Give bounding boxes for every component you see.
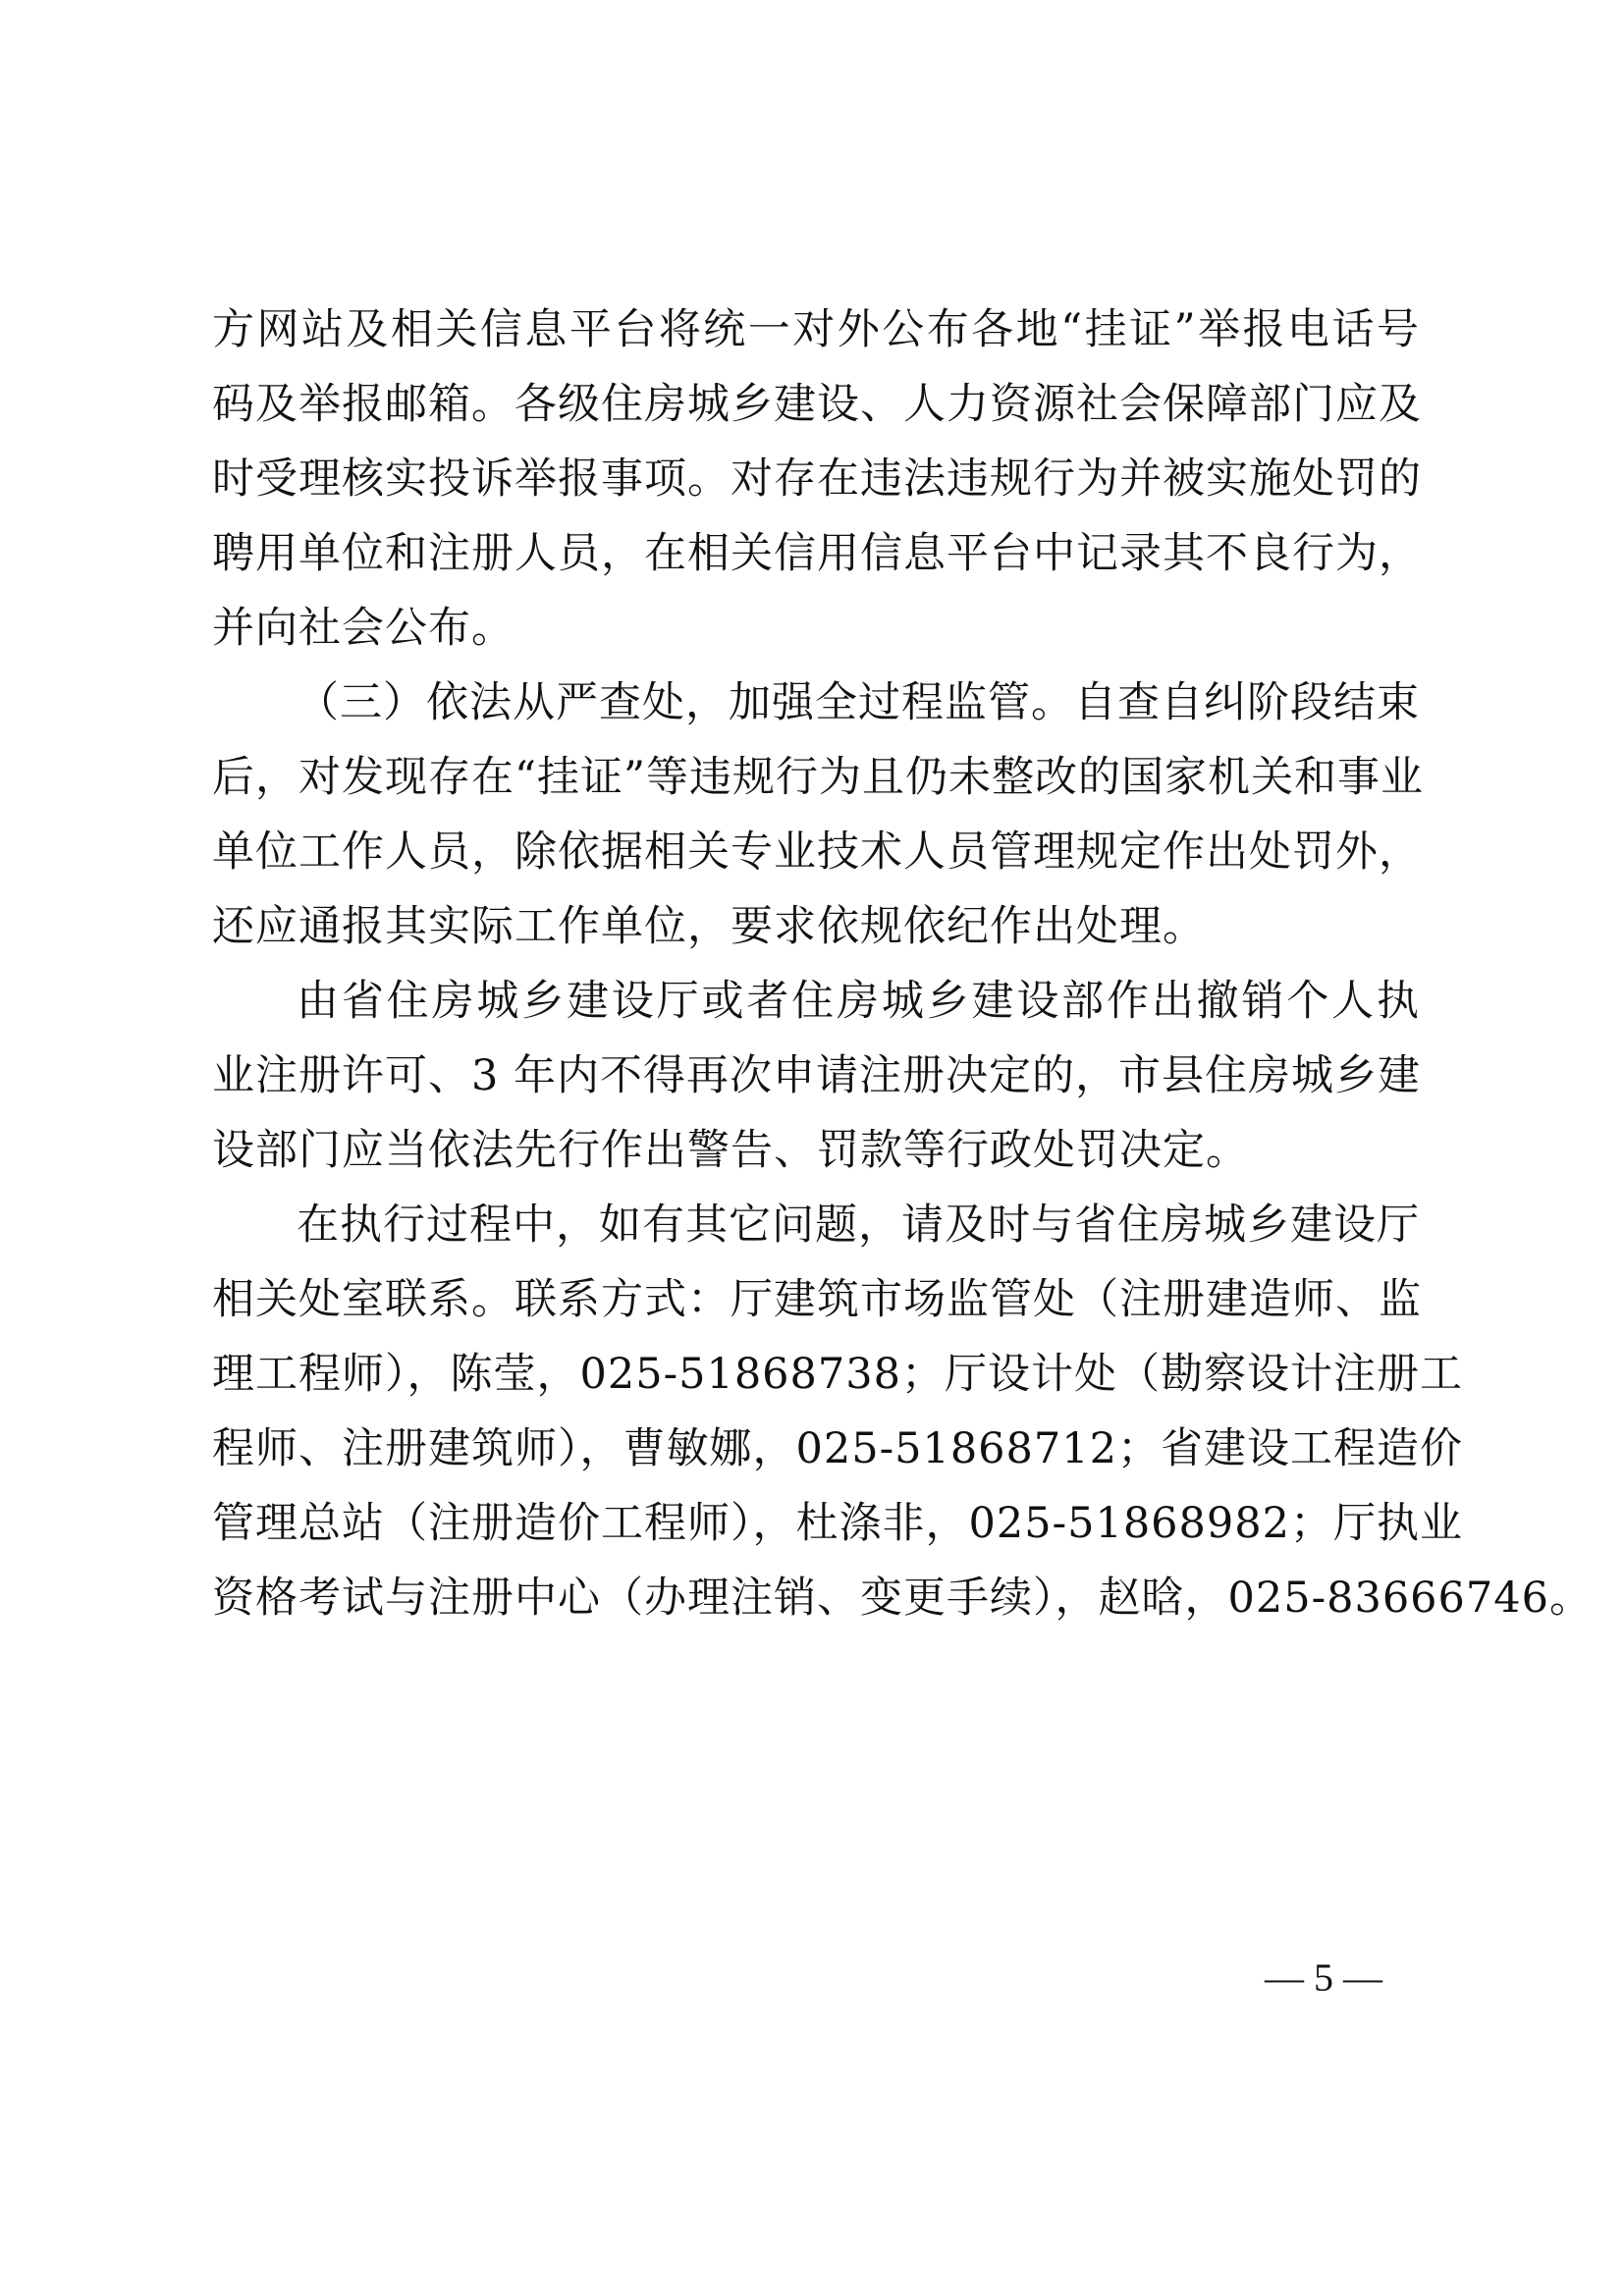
text-line: 方网站及相关信息平台将统一对外公布各地“挂证”举报电话号 — [212, 305, 1420, 354]
text-line: 还应通报其实际工作单位，要求依规依纪作出处理。 — [212, 902, 1206, 951]
text-line: 并向社会公布。 — [212, 604, 514, 653]
text-line: 管理总站（注册造价工程师），杜涤非，025-51868982；厅执业 — [212, 1499, 1463, 1548]
text-line: 相关处室联系。联系方式：厅建筑市场监管处（注册建造师、监 — [212, 1275, 1422, 1324]
text-line: 时受理核实投诉举报事项。对存在违法违规行为并被实施处罚的 — [212, 454, 1422, 504]
text-line: 码及举报邮箱。各级住房城乡建设、人力资源社会保障部门应及 — [212, 380, 1422, 429]
text-line: 聘用单位和注册人员，在相关信用信息平台中记录其不良行为， — [212, 529, 1422, 578]
body-text — [212, 293, 1593, 1635]
text-line: （三）依法从严查处，加强全过程监管。自查自纠阶段结束 — [297, 678, 1420, 727]
page-number: — 5 — — [1265, 1955, 1382, 2000]
text-line: 设部门应当依法先行作出警告、罚款等行政处罚决定。 — [212, 1126, 1249, 1175]
text-line: 单位工作人员，除依据相关专业技术人员管理规定作出处罚外， — [212, 828, 1422, 877]
text-line: 程师、注册建筑师），曹敏娜，025-51868712；省建设工程造价 — [212, 1424, 1463, 1473]
text-line: 由省住房城乡建设厅或者住房城乡建设部作出撤销个人执 — [297, 977, 1420, 1026]
text-line: 后，对发现存在“挂证”等违规行为且仍未整改的国家机关和事业 — [212, 753, 1424, 802]
text-line: 业注册许可、3 年内不得再次申请注册决定的，市县住房城乡建 — [212, 1051, 1422, 1100]
text-line: 资格考试与注册中心（办理注销、变更手续），赵晗，025-83666746。 — [212, 1574, 1593, 1623]
text-line: 在执行过程中，如有其它问题，请及时与省住房城乡建设厅 — [297, 1201, 1420, 1250]
text-line: 理工程师），陈莹，025-51868738；厅设计处（勘察设计注册工 — [212, 1350, 1463, 1399]
